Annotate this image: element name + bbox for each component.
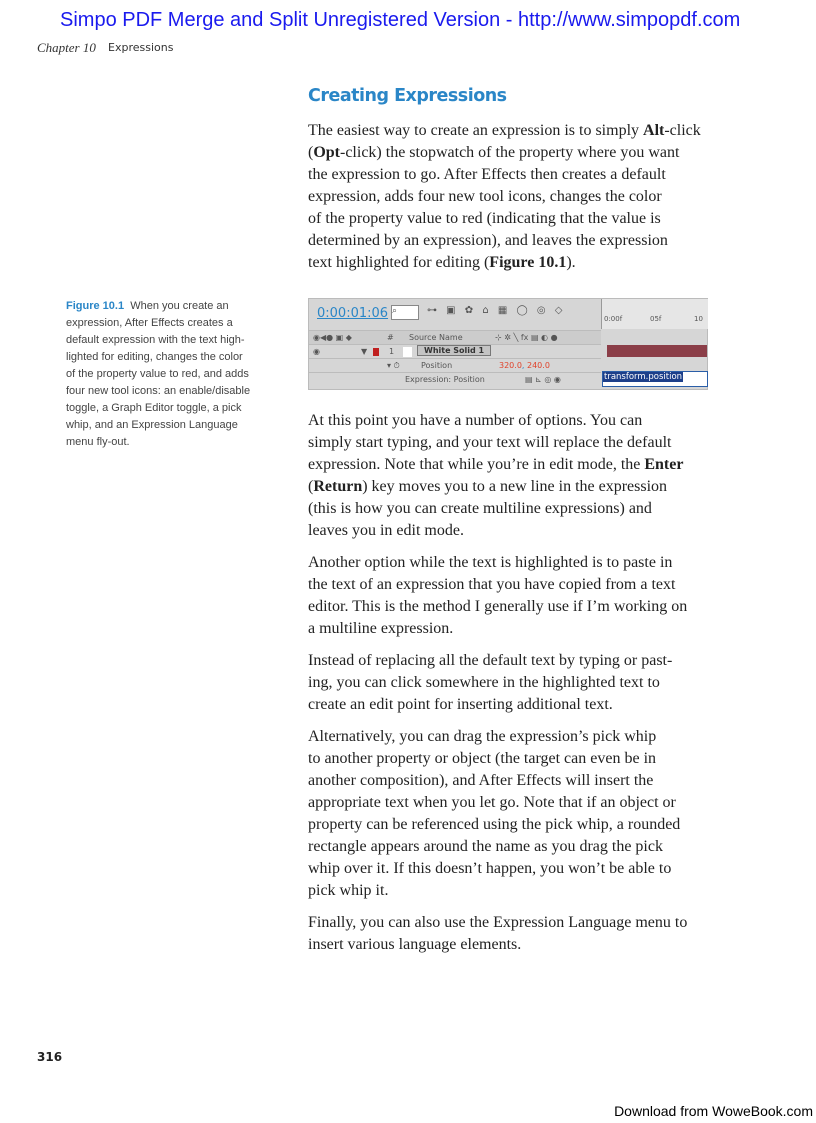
col-source-name: Source Name [409, 333, 463, 342]
text-line [308, 186, 718, 208]
text-line [308, 498, 718, 520]
figure-label: Figure 10.1 [66, 300, 125, 312]
text-run: Another option while the text is highlighted is to paste in [308, 554, 673, 571]
text-line [308, 694, 718, 716]
text-run: editor. This is the method I generally use if I’m working on [308, 598, 688, 615]
bold-term: Return [313, 478, 363, 495]
text-line [308, 454, 718, 476]
layer-row[interactable] [309, 344, 601, 359]
solid-thumbnail [403, 347, 412, 357]
bold-term: Enter [644, 456, 684, 473]
text-run: insert various language elements. [308, 936, 522, 953]
text-line [308, 858, 718, 880]
property-row[interactable] [309, 358, 601, 373]
text-line [308, 142, 718, 164]
property-value[interactable] [499, 361, 550, 370]
text-line [308, 252, 718, 274]
text-run: create an edit point for inserting additional text. [308, 696, 613, 713]
text-run: of the property value to red (indicating that the value is [308, 210, 661, 227]
page-number: 316 [37, 1050, 63, 1064]
text-run: text highlighted for editing ( [308, 254, 490, 271]
text-line [308, 410, 718, 432]
figure-caption [66, 298, 298, 451]
text-run: leaves you in edit mode. [308, 522, 464, 539]
caption-line: whip, and an Expression Language [66, 419, 238, 431]
text-line [308, 520, 718, 542]
text-run: The easiest way to create an expression is to simply [308, 122, 644, 139]
value-sep: , [521, 361, 527, 370]
caption-line: lighted for editing, changes the color [66, 351, 243, 363]
text-line [308, 574, 718, 596]
paragraph [308, 912, 718, 956]
text-line [308, 912, 718, 934]
text-line [308, 120, 718, 142]
text-run: At this point you have a number of options. You can [308, 412, 643, 429]
text-run: -click) the stopwatch of the property where you want [340, 144, 680, 161]
layer-number: 1 [389, 347, 395, 356]
text-run: rectangle appears around the name as you drag the pick [308, 838, 663, 855]
text-run: simply start typing, and your text will replace the default [308, 434, 672, 451]
text-line [308, 552, 718, 574]
paragraph [308, 410, 718, 542]
body-text-top [308, 120, 718, 284]
paragraph [308, 120, 718, 274]
paragraph [308, 650, 718, 716]
paragraph [308, 552, 718, 640]
bold-term: Figure 10.1 [489, 254, 567, 271]
text-run: ) key moves you to a new line in the expression [362, 478, 668, 495]
layer-duration-bar[interactable] [607, 345, 707, 357]
text-run: whip over it. If this doesn’t happen, you won’t be able to [308, 860, 672, 877]
running-header-section: Expressions [108, 41, 174, 54]
text-line [308, 476, 718, 498]
text-run: expression. Note that while you’re in edit mode, the [308, 456, 645, 473]
text-run: ( [308, 478, 314, 495]
layer-name[interactable]: White Solid 1 [417, 345, 491, 356]
text-run: -click [664, 122, 701, 139]
text-line [308, 672, 718, 694]
text-line [308, 726, 718, 748]
layer-column-header [309, 330, 601, 345]
text-run: the text of an expression that you have copied from a text [308, 576, 676, 593]
caption-line: menu fly-out. [66, 436, 130, 448]
text-run: the expression to go. After Effects then creates a default [308, 166, 666, 183]
text-run: ing, you can click somewhere in the highlighted text to [308, 674, 660, 691]
caption-line: four new tool icons: an enable/disable [66, 385, 251, 397]
layer-switch-icons: ⊹ ✲ ╲ fx ▤ ◐ ● [495, 333, 558, 342]
bold-term: Alt [643, 122, 665, 139]
expression-tool-icons[interactable]: ▤ ⊾ ◎ ◉ [525, 375, 561, 384]
text-run: property can be referenced using the pick whip, a rounded [308, 816, 681, 833]
search-icon: ⌕ [391, 305, 419, 320]
text-run: ( [308, 144, 314, 161]
text-line [308, 208, 718, 230]
caption-line: toggle, a Graph Editor toggle, a pick [66, 402, 242, 414]
figure-screenshot [308, 298, 708, 390]
caption-line: When you create an [130, 300, 229, 312]
download-notice: Download from WoweBook.com [614, 1103, 813, 1119]
expression-row [309, 372, 601, 387]
expression-label: Expression: Position [405, 375, 485, 384]
text-line [308, 934, 718, 956]
text-line [308, 836, 718, 858]
text-run: ). [566, 254, 576, 271]
visibility-icon[interactable]: ◉ [313, 347, 320, 356]
switch-icons: ◉◀● ▣ ◆ [313, 333, 352, 342]
text-line [308, 432, 718, 454]
text-line [308, 770, 718, 792]
text-line [308, 792, 718, 814]
body-text-bottom [308, 410, 718, 966]
text-run: pick whip it. [308, 882, 389, 899]
text-run: Finally, you can also use the Expression Language menu to [308, 914, 688, 931]
text-run: (this is how you can create multiline expressions) and [308, 500, 652, 517]
text-line [308, 880, 718, 902]
timeline-ruler [601, 299, 708, 329]
value-x: 320.0 [499, 361, 522, 370]
text-line [308, 748, 718, 770]
label-color-swatch [373, 348, 379, 356]
text-run: Alternatively, you can drag the expression’s pick whip [308, 728, 657, 745]
text-run: expression, adds four new tool icons, changes the color [308, 188, 662, 205]
text-run: another composition), and After Effects will insert the [308, 772, 654, 789]
ruler-tick: 0:00f [604, 315, 623, 323]
section-heading: Creating Expressions [308, 86, 507, 106]
paragraph [308, 726, 718, 902]
caption-line: default expression with the text high- [66, 334, 245, 346]
text-run: to another property or object (the target can even be in [308, 750, 657, 767]
text-run: appropriate text when you let go. Note that if an object or [308, 794, 676, 811]
text-line [308, 230, 718, 252]
stopwatch-icon[interactable]: ▾ ⏱ [387, 361, 400, 370]
bold-term: Opt [313, 144, 340, 161]
expression-text[interactable]: transform.position [604, 372, 683, 382]
text-line [308, 596, 718, 618]
text-run: Instead of replacing all the default text by typing or past- [308, 652, 673, 669]
text-line [308, 164, 718, 186]
col-number: # [387, 333, 394, 342]
text-line [308, 618, 718, 640]
watermark: Simpo PDF Merge and Split Unregistered Version - http://www.simpopdf.com [60, 9, 741, 31]
caption-line: expression, After Effects creates a [66, 317, 233, 329]
value-y: 240.0 [527, 361, 550, 370]
text-run: determined by an expression), and leaves the expression [308, 232, 668, 249]
text-line [308, 650, 718, 672]
expression-field[interactable] [602, 371, 708, 387]
property-name: Position [421, 361, 453, 370]
ruler-tick: 10 [694, 315, 703, 323]
ruler-tick: 05f [650, 315, 662, 323]
timecode: 0:00:01:06 [317, 306, 389, 321]
text-line [308, 814, 718, 836]
caption-line: of the property value to red, and adds [66, 368, 249, 380]
caption-text [66, 300, 250, 448]
text-run: a multiline expression. [308, 620, 454, 637]
toolbar-icons: ⊶ ▣ ✿ ⌂ ▦ ◯ ◎ ◇ [427, 305, 566, 316]
expand-triangle-icon[interactable]: ▼ [361, 347, 368, 356]
running-header-chapter: Chapter 10 [37, 40, 96, 55]
